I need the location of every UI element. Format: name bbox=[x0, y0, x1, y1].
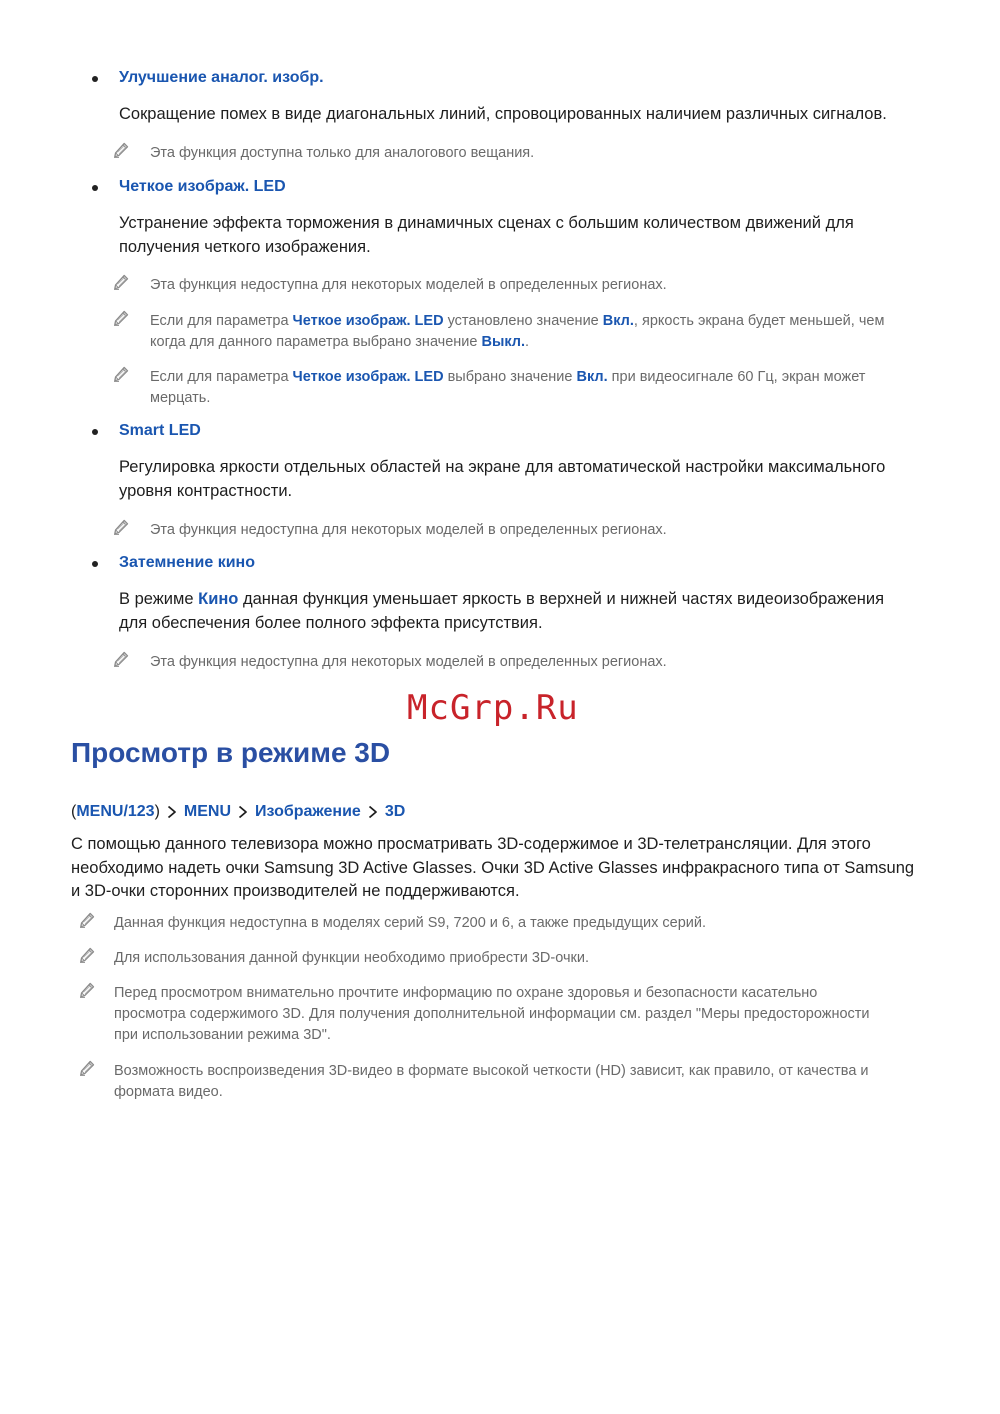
note-3d-1 bbox=[114, 913, 706, 934]
option-name: Четкое изображ. LED bbox=[292, 313, 444, 329]
section-body-smart-led bbox=[119, 456, 885, 503]
section-heading-smart-led: Smart LED bbox=[119, 422, 201, 439]
pencil-icon bbox=[113, 274, 129, 290]
note-text: Если для параметра bbox=[150, 369, 293, 385]
bullet bbox=[92, 185, 98, 191]
chevron-right-icon bbox=[367, 805, 379, 819]
section-heading-analog: Улучшение аналог. изобр. bbox=[119, 69, 324, 86]
body-line: необходимо надеть очки Samsung 3D Active Glasses. Очки 3D Active Glasses инфракрасного типа от Samsung bbox=[71, 858, 915, 877]
body-line: С помощью данного телевизора можно просматривать 3D-содержимое и 3D-телетрансляции. Для этого bbox=[71, 835, 871, 853]
pencil-icon bbox=[113, 142, 129, 158]
breadcrumb-3d[interactable]: 3D bbox=[384, 803, 406, 820]
breadcrumb-menu-code: (MENU/123) bbox=[71, 803, 160, 820]
watermark: McGrp.Ru bbox=[407, 688, 579, 728]
chevron-right-icon bbox=[166, 805, 178, 819]
pencil-icon bbox=[113, 366, 129, 382]
option-value: Вкл. bbox=[602, 313, 634, 329]
body-line: получения четкого изображения. bbox=[119, 237, 371, 256]
note-3d-3 bbox=[114, 983, 870, 1046]
section-body-cinema-black bbox=[119, 588, 884, 635]
option-value: Вкл. bbox=[576, 369, 608, 385]
pencil-icon bbox=[79, 1060, 95, 1076]
note-analog: Эта функция доступна только для аналогового вещания. bbox=[150, 145, 535, 161]
section-body-3d bbox=[71, 833, 914, 904]
body-line: и 3D-очки сторонних производителей не поддерживаются. bbox=[71, 882, 520, 900]
section-body-clear-led bbox=[119, 212, 854, 259]
option-value: Выкл. bbox=[481, 334, 526, 350]
option-name: Четкое изображ. LED bbox=[292, 369, 444, 385]
pencil-icon bbox=[79, 947, 95, 963]
body-text: В режиме bbox=[119, 590, 199, 608]
body-line: для обеспечения более полного эффекта присутствия. bbox=[119, 613, 543, 632]
pencil-icon bbox=[113, 651, 129, 667]
bullet bbox=[92, 561, 98, 567]
note-line: Данная функция недоступна в моделях серий S9, 7200 и 6, а также предыдущих серий. bbox=[114, 915, 706, 931]
note-smart-led: Эта функция недоступна для некоторых моделей в определенных регионах. bbox=[150, 522, 667, 538]
note-text: когда для данного параметра выбрано значение bbox=[150, 334, 482, 350]
body-line: уровня контрастности. bbox=[119, 481, 293, 500]
mode-name: Кино bbox=[198, 590, 239, 608]
note-text: Если для параметра bbox=[150, 313, 293, 329]
note-clear-led-2 bbox=[150, 311, 884, 353]
note-cinema-black: Эта функция недоступна для некоторых моделей в определенных регионах. bbox=[150, 654, 667, 670]
note-text: мерцать. bbox=[150, 390, 211, 406]
body-line: Устранение эффекта торможения в динамичных сценах с большим количеством движений для bbox=[119, 214, 854, 232]
breadcrumb bbox=[71, 803, 405, 821]
pencil-icon bbox=[79, 912, 95, 928]
note-text: при видеосигнале 60 Гц, экран может bbox=[607, 369, 866, 385]
note-line: Для использования данной функции необходимо приобрести 3D-очки. bbox=[114, 950, 589, 966]
bullet bbox=[92, 76, 98, 82]
body-text: данная функция уменьшает яркость в верхней и нижней частях видеоизображения bbox=[238, 590, 885, 608]
breadcrumb-menu[interactable]: MENU bbox=[183, 803, 232, 820]
note-text: установлено значение bbox=[443, 313, 603, 329]
pencil-icon bbox=[113, 519, 129, 535]
bullet bbox=[92, 429, 98, 435]
pencil-icon bbox=[79, 982, 95, 998]
breadcrumb-picture[interactable]: Изображение bbox=[255, 803, 361, 820]
pencil-icon bbox=[113, 310, 129, 326]
section-body-analog: Сокращение помех в виде диагональных линий, спровоцированных наличием различных сигналов. bbox=[119, 105, 887, 123]
note-clear-led-3 bbox=[150, 367, 865, 409]
note-line: Перед просмотром внимательно прочтите информацию по охране здоровья и безопасности касательно bbox=[114, 985, 818, 1001]
note-line: Возможность воспроизведения 3D-видео в формате высокой четкости (HD) зависит, как правило, от качества и bbox=[114, 1063, 869, 1079]
note-text: , яркость экрана будет меньшей, чем bbox=[633, 313, 885, 329]
page-title: Просмотр в режиме 3D bbox=[71, 737, 391, 768]
section-heading-cinema-black: Затемнение кино bbox=[119, 554, 255, 571]
chevron-right-icon bbox=[237, 805, 249, 819]
body-line: Регулировка яркости отдельных областей на экране для автоматической настройки максимального bbox=[119, 458, 886, 476]
note-line: просмотра содержимого 3D. Для получения дополнительной информации см. раздел "Меры предосторожности bbox=[114, 1006, 870, 1022]
note-line: при использовании режима 3D". bbox=[114, 1027, 331, 1043]
note-text: . bbox=[525, 334, 530, 350]
note-3d-2 bbox=[114, 948, 589, 969]
section-heading-clear-led: Четкое изображ. LED bbox=[119, 178, 286, 195]
note-text: выбрано значение bbox=[443, 369, 577, 385]
note-3d-4 bbox=[114, 1061, 869, 1103]
note-line: формата видео. bbox=[114, 1084, 223, 1100]
note-clear-led-1: Эта функция недоступна для некоторых моделей в определенных регионах. bbox=[150, 277, 667, 293]
